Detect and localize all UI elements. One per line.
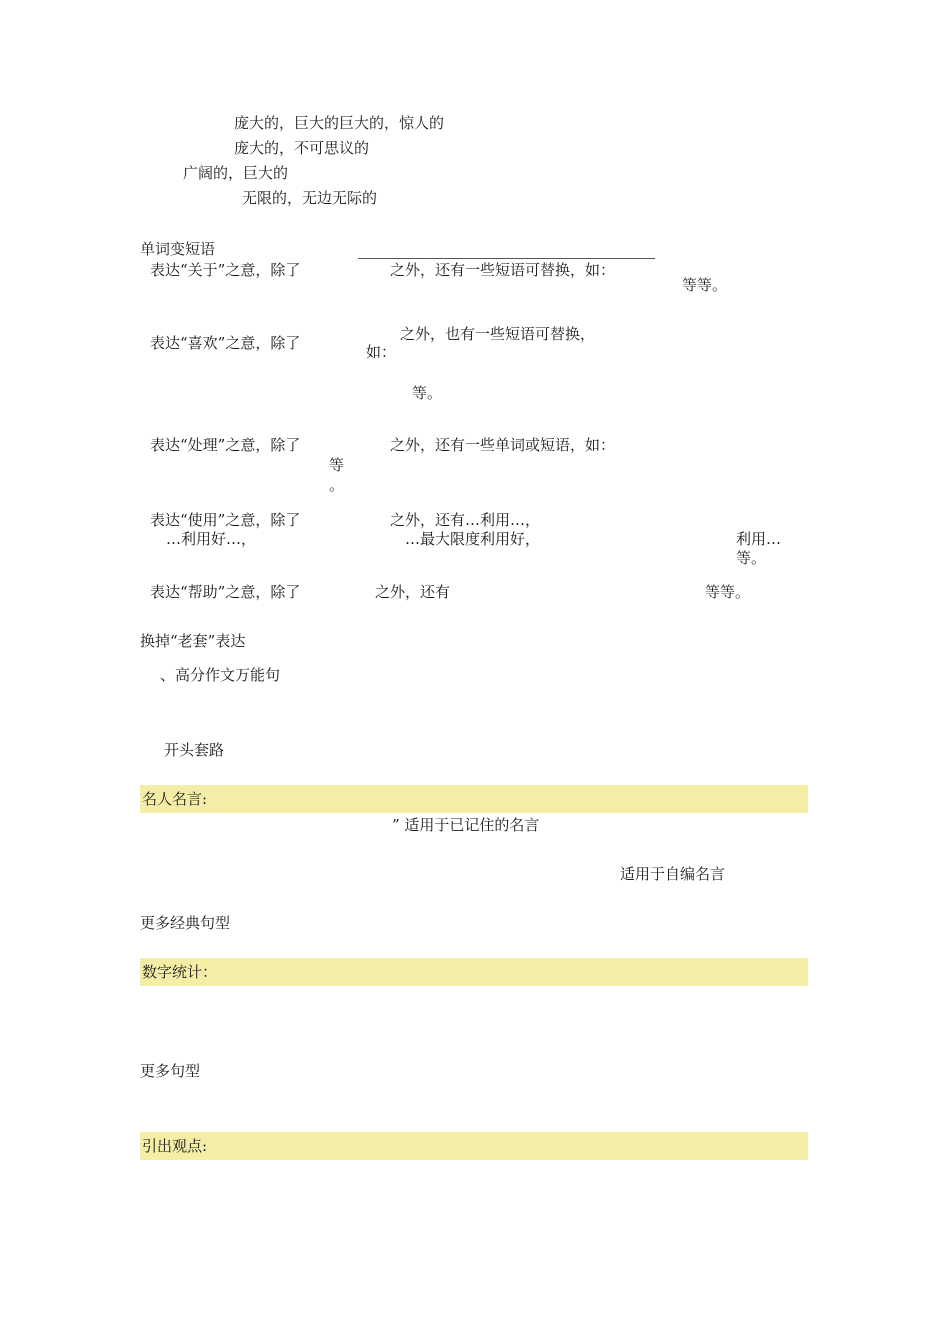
- statistics-label: 数字统计：: [142, 963, 218, 981]
- viewpoint-label: 引出观点:: [142, 1137, 208, 1155]
- quotes-label: 名人名言:: [142, 790, 208, 808]
- viewpoint-highlight-band: [140, 1132, 808, 1160]
- like-rest: 之外，也有一些短语可替换，: [400, 325, 596, 343]
- use-tail: 等。: [736, 549, 767, 567]
- quotes-self-made-note: 适用于自编名言: [620, 865, 726, 883]
- use-rest: 之外，还有…利用…，: [390, 511, 541, 529]
- use-line2-b: …最大限度利用好，: [405, 530, 541, 548]
- help-tail: 等等。: [705, 583, 751, 601]
- adjective-line-1: 庞大的，巨大的巨大的，惊人的: [234, 114, 445, 132]
- quotes-remembered-note: ” 适用于已记住的名言: [392, 816, 540, 834]
- help-lead: 表达“帮助”之意，除了: [150, 583, 301, 601]
- more-patterns-heading: 更多句型: [140, 1062, 201, 1080]
- help-rest: 之外，还有: [375, 583, 451, 601]
- replace-cliche-heading: 换掉“老套”表达: [140, 632, 246, 650]
- section-heading-word-to-phrase: 单词变短语: [140, 240, 216, 258]
- adjective-line-3: 广阔的，巨大的: [183, 164, 289, 182]
- about-tail: 等等。: [682, 276, 728, 294]
- blank-rule: [358, 258, 655, 259]
- adjective-line-2: 庞大的，不可思议的: [234, 139, 370, 157]
- universal-sentences-heading: 、高分作文万能句: [160, 666, 281, 684]
- use-lead: 表达“使用”之意，除了: [150, 511, 301, 529]
- quotes-highlight-band: [140, 785, 808, 813]
- about-lead: 表达“关于”之意，除了: [150, 261, 301, 279]
- handle-lead: 表达“处理”之意，除了: [150, 436, 301, 454]
- statistics-highlight-band: [140, 958, 808, 986]
- like-lead: 表达“喜欢”之意，除了: [150, 334, 301, 352]
- like-tail: 等。: [412, 384, 443, 402]
- use-line2-c: 利用…: [736, 530, 782, 548]
- about-rest: 之外，还有一些短语可替换，如：: [390, 261, 616, 279]
- adjective-line-4: 无限的，无边无际的: [242, 189, 378, 207]
- opening-routines-heading: 开头套路: [164, 741, 225, 759]
- handle-period: 。: [329, 476, 345, 494]
- like-ru: 如：: [366, 343, 397, 361]
- handle-deng: 等: [329, 456, 345, 474]
- handle-rest: 之外，还有一些单词或短语，如：: [390, 436, 616, 454]
- use-line2-a: …利用好…，: [166, 530, 257, 548]
- more-classic-heading: 更多经典句型: [140, 914, 231, 932]
